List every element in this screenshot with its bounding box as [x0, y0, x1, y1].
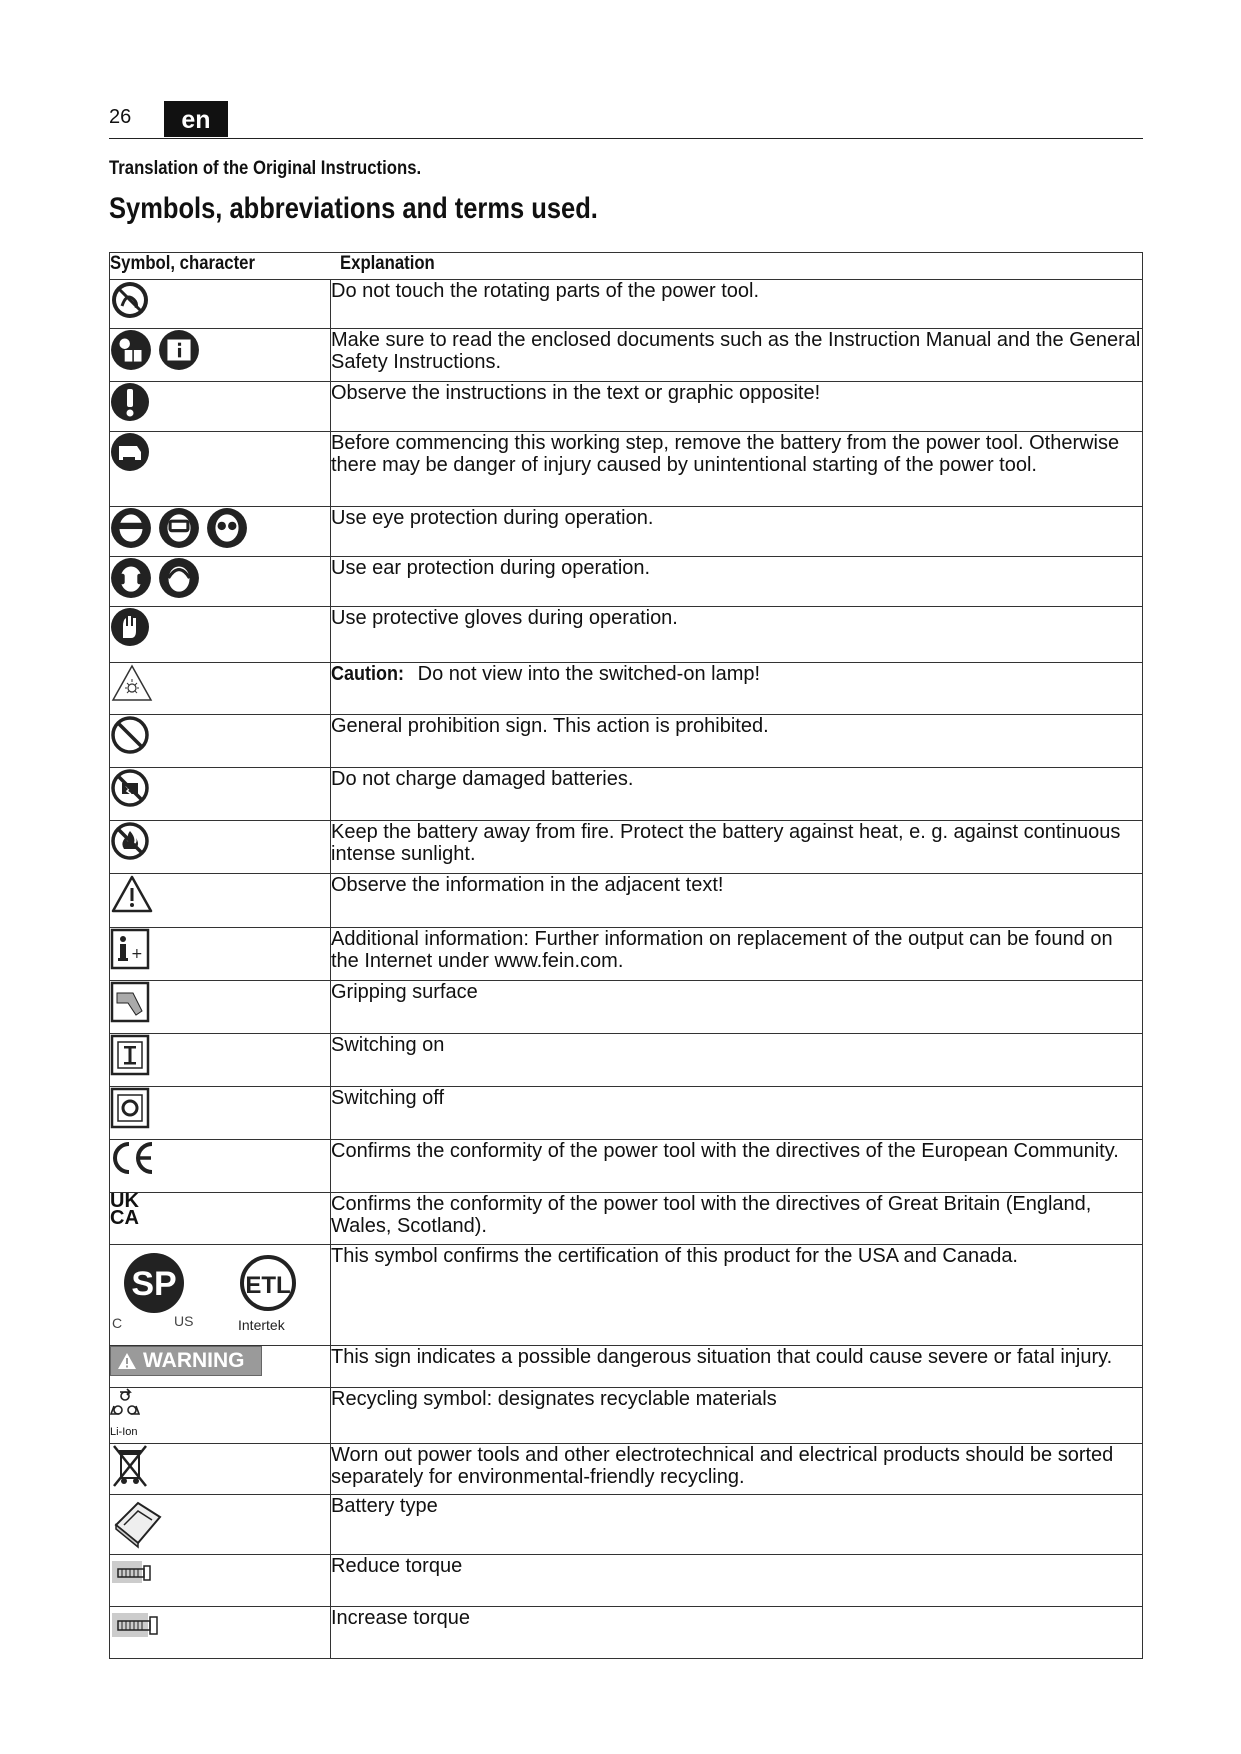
- explanation-cell: Use protective gloves during operation.: [331, 607, 1143, 663]
- warning-text: WARNING: [143, 1349, 245, 1372]
- table-row: [110, 1087, 1143, 1140]
- explanation-cell: Reduce torque: [331, 1555, 1143, 1607]
- info-book-icon: [158, 329, 200, 371]
- mandatory-exclamation-icon: [110, 382, 150, 422]
- recycling-symbol: [110, 1388, 330, 1439]
- page-title: Symbols, abbreviations and terms used.: [109, 192, 598, 225]
- language-badge: en: [164, 101, 228, 137]
- etl-mark-icon: [238, 1253, 298, 1313]
- explanation-cell: This symbol confirms the certification of this product for the USA and Canada.: [331, 1245, 1143, 1346]
- table-row: [110, 1555, 1143, 1607]
- table-row: [110, 663, 1143, 715]
- table-row: [110, 715, 1143, 768]
- no-fire-battery-icon: [110, 821, 150, 861]
- explanation-cell: Keep the battery away from fire. Protect the battery against heat, e. g. against continuous intense sunlight.: [331, 821, 1143, 874]
- explanation-cell: Confirms the conformity of the power tool with the directives of the European Community.: [331, 1140, 1143, 1193]
- explanation-cell: Do not touch the rotating parts of the power tool.: [331, 280, 1143, 329]
- explanation-cell: Observe the information in the adjacent text!: [331, 874, 1143, 928]
- explanation-cell: Before commencing this working step, remove the battery from the power tool. Otherwise there may be danger of injury caused by unintentional starting of the power tool.: [331, 432, 1143, 507]
- explanation-cell: Do not charge damaged batteries.: [331, 768, 1143, 821]
- prohibition-icon: [110, 715, 150, 755]
- no-touch-rotating-icon: [110, 280, 330, 320]
- warning-label: [110, 1346, 262, 1376]
- table-row: [110, 1495, 1143, 1555]
- table-row: [110, 607, 1143, 663]
- explanation-text: Do not view into the switched-on lamp!: [417, 663, 761, 685]
- read-manual-icon: [110, 329, 152, 371]
- page-number: 26: [109, 106, 132, 128]
- table-row: [110, 874, 1143, 928]
- explanation-cell: Recycling symbol: designates recyclable materials: [331, 1388, 1143, 1444]
- lamp-warning-icon: [110, 663, 154, 703]
- eye-protection-icon: [110, 507, 152, 549]
- additional-info-icon: [110, 928, 150, 970]
- explanation-cell: Use eye protection during operation.: [331, 507, 1143, 557]
- table-row: [110, 1388, 1143, 1444]
- ear-protection-icon: [110, 557, 152, 599]
- svg-text:+: +: [131, 946, 143, 962]
- document-subtitle: Translation of the Original Instructions.: [109, 158, 422, 179]
- crossed-bin-icon: [110, 1444, 150, 1488]
- explanation-cell: Switching on: [331, 1034, 1143, 1087]
- table-row: [110, 1140, 1143, 1193]
- warning-triangle-icon: [117, 1352, 137, 1370]
- page-header: [109, 100, 1143, 139]
- table-row: [110, 432, 1143, 507]
- switch-on-icon: [110, 1034, 150, 1076]
- explanation-cell: Use ear protection during operation.: [331, 557, 1143, 607]
- explanation-cell: This sign indicates a possible dangerous situation that could cause severe or fatal injury.: [331, 1346, 1143, 1388]
- column-header-explanation: Explanation: [339, 253, 435, 274]
- table-row: [110, 1346, 1143, 1388]
- symbols-table: [109, 252, 1143, 1659]
- ear-muffs-icon: [158, 557, 200, 599]
- table-row: [110, 1193, 1143, 1245]
- explanation-cell: Additional information: Further information on replacement of the output can be found on the Internet under www.fein.com.: [331, 928, 1143, 981]
- table-row: [110, 507, 1143, 557]
- explanation-cell: [331, 663, 1143, 715]
- reduce-torque-icon: [110, 1555, 156, 1591]
- csa-us-label: US: [174, 1313, 194, 1329]
- explanation-cell: Gripping surface: [331, 981, 1143, 1034]
- svg-text:ETL: ETL: [245, 1272, 291, 1299]
- table-row: [110, 1245, 1143, 1346]
- li-ion-label: Li-Ion: [110, 1426, 138, 1438]
- table-row: [110, 329, 1143, 382]
- explanation-cell: Increase torque: [331, 1607, 1143, 1659]
- table-row: [110, 981, 1143, 1034]
- column-header-symbol: Symbol, character: [110, 253, 255, 274]
- explanation-cell: Observe the instructions in the text or graphic opposite!: [331, 382, 1143, 432]
- table-row: [110, 821, 1143, 874]
- explanation-cell: Confirms the conformity of the power tool with the directives of Great Britain (England, Wales, Scotland).: [331, 1193, 1143, 1245]
- table-row: [110, 280, 1143, 329]
- csa-mark-icon: [122, 1251, 186, 1315]
- caution-label: Caution:: [331, 663, 404, 685]
- recycling-icon: [110, 1388, 140, 1420]
- table-row: [110, 768, 1143, 821]
- intertek-label: Intertek: [238, 1317, 285, 1333]
- no-charge-damaged-battery-icon: [110, 768, 150, 808]
- certification-marks: [110, 1245, 330, 1337]
- explanation-cell: Make sure to read the enclosed documents such as the Instruction Manual and the General Safety Instructions.: [331, 329, 1143, 382]
- explanation-cell: Battery type: [331, 1495, 1143, 1555]
- remove-battery-icon: [110, 432, 150, 472]
- explanation-cell: General prohibition sign. This action is prohibited.: [331, 715, 1143, 768]
- face-shield-icon: [158, 507, 200, 549]
- ukca-mark: UK CA: [110, 1190, 139, 1229]
- protective-gloves-icon: [110, 607, 150, 647]
- goggles-icon: [206, 507, 248, 549]
- explanation-cell: Switching off: [331, 1087, 1143, 1140]
- gripping-surface-icon: [110, 981, 150, 1023]
- switch-off-icon: [110, 1087, 150, 1129]
- explanation-cell: Worn out power tools and other electrotechnical and electrical products should be sorted separately for environmental-friendly recycling.: [331, 1444, 1143, 1495]
- svg-text:SP: SP: [131, 1265, 177, 1303]
- table-row: [110, 1607, 1143, 1659]
- battery-type-icon: [110, 1495, 166, 1549]
- ce-mark-icon: [110, 1140, 156, 1176]
- csa-c-label: C: [112, 1315, 123, 1331]
- table-header-row: [110, 253, 1143, 280]
- table-row: [110, 1034, 1143, 1087]
- increase-torque-icon: [110, 1607, 166, 1645]
- table-row: [110, 557, 1143, 607]
- table-row: [110, 1444, 1143, 1495]
- table-row: [110, 928, 1143, 981]
- warning-triangle-icon: [110, 874, 154, 914]
- table-row: [110, 382, 1143, 432]
- table-header: [110, 253, 1143, 280]
